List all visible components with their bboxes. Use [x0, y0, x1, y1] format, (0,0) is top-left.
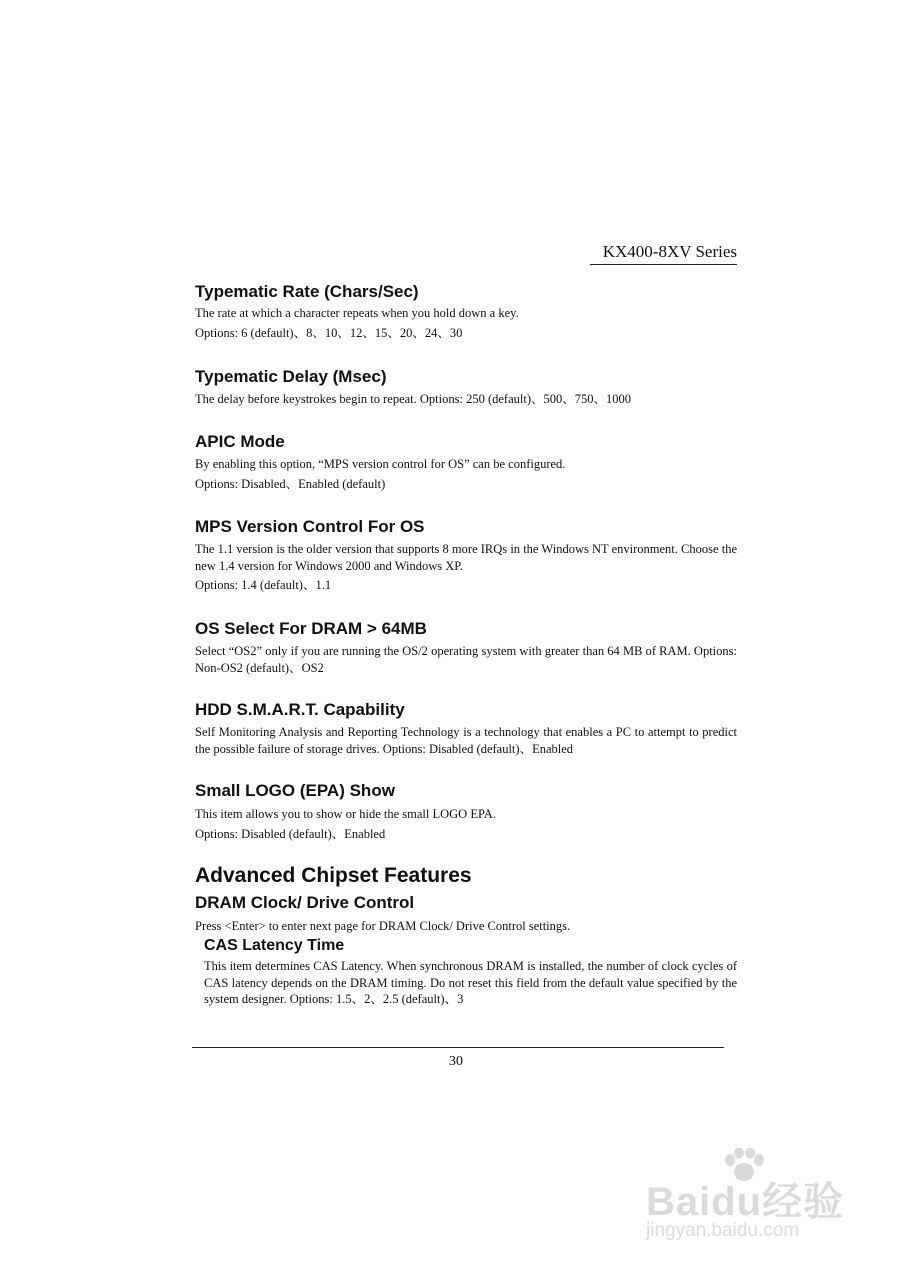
subsection-title-dram-clock: DRAM Clock/ Drive Control: [195, 893, 415, 912]
section-title-mps-version: MPS Version Control For OS: [195, 517, 425, 536]
section-text: [195, 643, 737, 676]
options-line: Options: Disabled (default)、Enabled: [195, 826, 386, 841]
section-title-small-logo: Small LOGO (EPA) Show: [195, 781, 395, 800]
chapter-title: Advanced Chipset Features: [195, 864, 472, 887]
text-line: Self Monitoring Analysis and Reporting Technology is a technology that enables a PC to attempt to predict the possible failure of storage drives. Options: Disabled (default)、Enabled: [195, 725, 737, 756]
section-title-typematic-rate: Typematic Rate (Chars/Sec): [195, 282, 419, 301]
item-text: This item determines CAS Latency. When synchronous DRAM is installed, the number of clock cycles of CAS latency depends on the DRAM timing. Do not reset this field from the default value specified by the system designer. Options: 1.5、2、2.5 (default)、3: [204, 959, 737, 1006]
options-line: Options: 6 (default)、8、10、12、15、20、24、30: [195, 325, 463, 340]
subsection-text: Press <Enter> to enter next page for DRAM Clock/ Drive Control settings.: [195, 919, 571, 933]
watermark-brand: Baidu经验: [646, 1180, 845, 1224]
text-line: The delay before keystrokes begin to repeat. Options: 250 (default)、500、750、1000: [195, 392, 631, 406]
options-line: Options: 1.4 (default)、1.1: [195, 578, 332, 592]
text-line: The 1.1 version is the older version that supports 8 more IRQs in the Windows NT environment. Choose the new 1.4 version for Windows 2000 and Windows XP.: [195, 542, 737, 573]
section-text: [195, 541, 737, 594]
text-line: Select “OS2” only if you are running the OS/2 operating system with greater than 64 MB of RAM. Options: Non-OS2 (default)、OS2: [195, 644, 737, 675]
text-line: This item allows you to show or hide the small LOGO EPA.: [195, 807, 496, 821]
item-title-cas-latency: CAS Latency Time: [204, 937, 345, 954]
section-title-hdd-smart: HDD S.M.A.R.T. Capability: [195, 700, 405, 719]
section-title-os-select: OS Select For DRAM > 64MB: [195, 619, 427, 638]
text-line: By enabling this option, “MPS version control for OS” can be configured.: [195, 457, 566, 471]
series-header: KX400-8XV Series: [590, 242, 737, 265]
section-title-typematic-delay: Typematic Delay (Msec): [195, 367, 387, 386]
watermark-url: jingyan.baidu.com: [646, 1220, 800, 1241]
section-text: [195, 305, 737, 341]
section-text: [195, 391, 737, 408]
footer-rule: [192, 1047, 724, 1048]
section-title-apic-mode: APIC Mode: [195, 432, 285, 451]
section-text: [195, 724, 737, 757]
baidu-watermark: [646, 1148, 866, 1258]
options-line: Options: Disabled、Enabled (default): [195, 476, 386, 491]
section-text: [195, 456, 737, 492]
page-number: 30: [449, 1054, 463, 1069]
text-line: The rate at which a character repeats when you hold down a key.: [195, 306, 519, 320]
section-text: [195, 806, 737, 842]
